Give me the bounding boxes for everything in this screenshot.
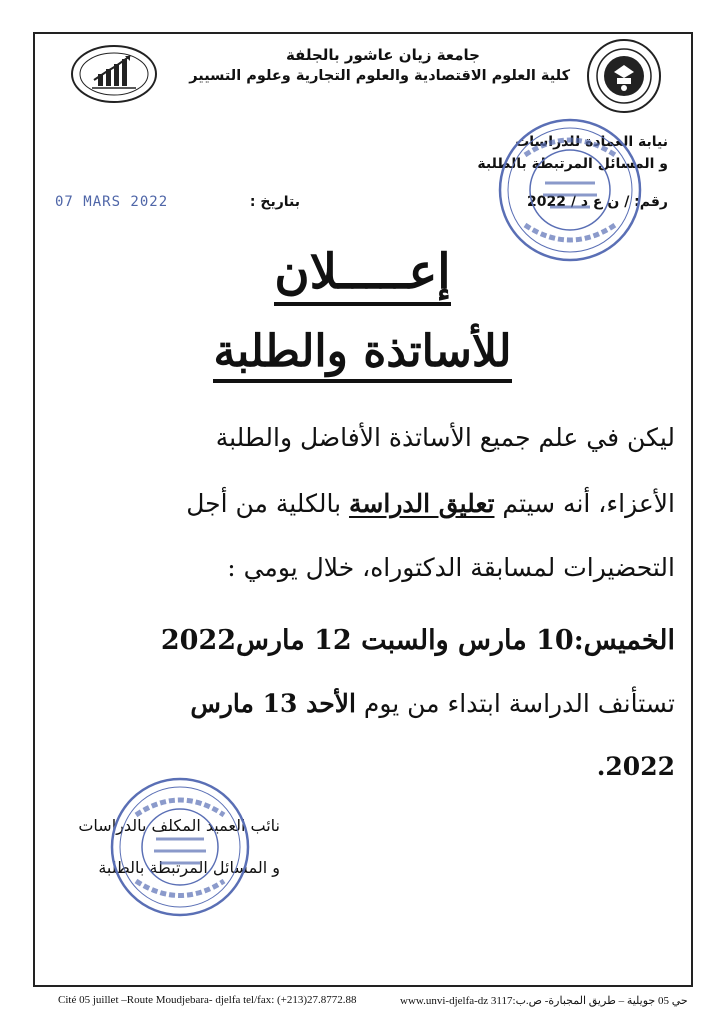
signature-line-1: نائب العميد المكلف بالدراسات	[78, 816, 280, 835]
footer-address-ar: www.unvi-djelfa-dz 3117:حي 05 جويلية – طريق المجبارة- ص.ب	[400, 995, 688, 1007]
official-round-stamp-icon	[108, 775, 253, 920]
faculty-name: كلية العلوم الاقتصادية والعلوم التجارية وعلوم التسيير	[189, 68, 570, 84]
office-line-2: و المسائل المرتبطة بالطلبة	[477, 156, 668, 172]
university-djelfa-logo-icon	[586, 38, 662, 114]
announcement-subtitle: للأساتذة والطلبة	[0, 326, 725, 377]
announcement-title: إعـــــلان	[0, 244, 725, 300]
suspension-emphasis: تعليق الدراسة	[349, 489, 495, 518]
suspension-dates: الخميس:10 مارس والسبت 12 مارس2022	[160, 625, 675, 656]
official-round-stamp-icon	[495, 115, 645, 265]
faculty-logo-icon	[70, 44, 158, 104]
university-name: جامعة زيان عاشور بالجلفة	[285, 46, 480, 64]
date-stamp: 07 MARS 2022	[55, 194, 169, 210]
body-line-1: ليكن في علم جميع الأساتذة الأفاضل والطلبة	[215, 423, 675, 452]
body-line-2: الأعزاء، أنه سيتم تعليق الدراسة بالكلية من أجل	[186, 489, 675, 518]
reference-number: رقم: / ن ع د / 2022	[527, 194, 668, 210]
body-line-5: تستأنف الدراسة ابتداء من يوم الأحد 13 مارس	[190, 689, 675, 718]
office-line-1: نيابة العمادة للدراسات	[515, 134, 668, 150]
date-label: بتاريخ :	[249, 194, 300, 210]
body-line-6: 2022.	[596, 752, 675, 781]
signature-line-2: و المسائل المرتبطة بالطلبة	[98, 858, 280, 877]
footer-address-fr: Cité 05 juillet –Route Moudjebara- djelfa tel/fax: (+213)27.8772.88	[58, 994, 357, 1006]
body-line-3: التحضيرات لمسابقة الدكتوراه، خلال يومي :	[227, 553, 675, 582]
resume-date-emphasis: الأحد 13 مارس	[190, 689, 356, 718]
